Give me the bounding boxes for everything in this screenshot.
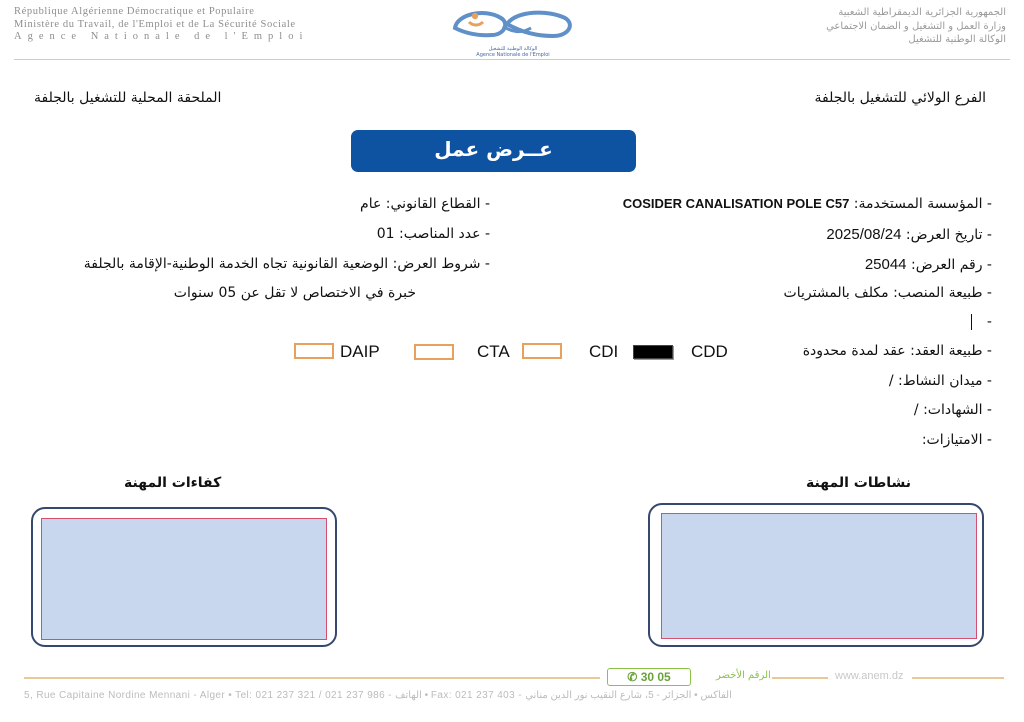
date-label: تاريخ العرض:: [905, 227, 983, 243]
position-line: - طبيعة المنصب: مكلف بالمشتريات: [783, 285, 992, 301]
date-line: - تاريخ العرض: 2025/08/24: [826, 226, 992, 243]
website[interactable]: www.anem.dz: [835, 670, 904, 682]
privileges-line: - الامتيازات:: [921, 432, 992, 448]
footer-address: 5, Rue Capitaine Nordine Mennani - Alger • Tel: 021 237 321 / 021 237 986 - الهاتف • Fax: 021 237 403 - الفاكس • الجزائر - 5، شارع النقيب نور الدين مناني: [24, 690, 732, 701]
employer-value: COSIDER CANALISATION POLE C57: [622, 196, 850, 211]
agency-fr: Agence Nationale de l'Emploi: [14, 31, 309, 42]
contract-cdd-label: CDD: [691, 342, 728, 361]
footer-line-left: [24, 677, 600, 679]
ministry-ar: وزارة العمل و التشغيل و الضمان الاجتماعي: [826, 20, 1006, 32]
republic-ar: الجمهورية الجزائرية الديمقراطية الشعبية: [838, 7, 1006, 18]
footer-line-right: [912, 677, 1004, 679]
skills-textarea[interactable]: [41, 518, 327, 640]
privileges-label: الامتيازات:: [921, 432, 983, 448]
agency-ar: الوكالة الوطنية للتشغيل: [908, 34, 1006, 45]
anem-logo-icon: [445, 4, 581, 46]
diplomas-line: - الشهادات: /: [913, 402, 992, 418]
text-cursor: [971, 314, 972, 330]
skills-heading: كفاءات المهنة: [124, 475, 222, 491]
position-label: طبيعة المنصب:: [893, 285, 983, 301]
offer-number-label: رقم العرض:: [910, 257, 983, 273]
contract-cta-label: CTA: [477, 342, 510, 361]
offer-conditions: - شروط العرض: الوضعية القانونية تجاه الخدمة الوطنية-الإقامة بالجلفة: [83, 256, 490, 272]
contract-daip-label: DAIP: [340, 342, 380, 361]
activities-heading: نشاطات المهنة: [806, 475, 912, 491]
diplomas-label: الشهادات:: [923, 402, 983, 418]
empty-line: -: [971, 314, 992, 330]
page-title: عــرض عمل: [351, 130, 636, 172]
date-value: 2025/08/24: [826, 226, 902, 243]
anem-logo: [445, 4, 581, 58]
activity-value: /: [888, 373, 894, 389]
contract-cdd-checkbox[interactable]: [633, 345, 673, 359]
footer-line-mid: [772, 677, 828, 679]
green-number: 30 05: [640, 670, 671, 684]
offer-number-line: - رقم العرض: 25044: [864, 256, 992, 273]
contract-label: طبيعة العقد:: [910, 343, 983, 359]
activity-label: ميدان النشاط:: [897, 373, 983, 389]
phone-icon: ✆: [627, 670, 638, 684]
employer-label: المؤسسة المستخدمة:: [853, 196, 983, 212]
header-divider: [14, 59, 1010, 60]
header-french: [14, 6, 308, 44]
activity-line: - ميدان النشاط: /: [888, 373, 992, 389]
position-value: مكلف بالمشتريات: [783, 285, 889, 301]
contract-cdi-checkbox[interactable]: [522, 343, 562, 359]
activities-panel: [648, 503, 984, 647]
contract-value: عقد لمدة محدودة: [802, 343, 906, 359]
branch-local: الملحقة المحلية للتشغيل بالجلفة: [34, 90, 222, 106]
ministry-fr: Ministère du Travail, de l'Emploi et de La Sécurité Sociale: [14, 18, 296, 30]
republic-fr: République Algérienne Démocratique et Populaire: [14, 6, 255, 17]
offer-number-value: 25044: [864, 256, 907, 273]
skills-panel: [31, 507, 337, 647]
contract-cdi-label: CDI: [589, 342, 619, 361]
activities-textarea[interactable]: [661, 513, 977, 639]
employer-line: - المؤسسة المستخدمة: COSIDER CANALISATION POLE C57: [622, 196, 992, 212]
contract-cta-checkbox[interactable]: [414, 344, 454, 360]
contract-line: - طبيعة العقد: عقد لمدة محدودة: [802, 343, 992, 359]
branch-wilaya: الفرع الولائي للتشغيل بالجلفة: [814, 90, 986, 106]
header-arabic: [826, 6, 1006, 47]
logo-caption-ar: الوكالة الوطنية للتشغيل: [488, 46, 538, 52]
green-number-badge: [607, 668, 691, 686]
logo-caption-fr: Agence Nationale de l'Emploi: [476, 52, 550, 58]
contract-daip-checkbox[interactable]: [294, 343, 334, 359]
experience-requirement: خبرة في الاختصاص لا تقل عن 05 سنوات: [173, 285, 416, 301]
legal-sector: - القطاع القانوني: عام: [360, 196, 490, 212]
green-number-label: الرقم الأخضر: [716, 670, 771, 681]
diplomas-value: /: [913, 402, 919, 418]
positions-count: - عدد المناصب: 01: [376, 226, 490, 242]
